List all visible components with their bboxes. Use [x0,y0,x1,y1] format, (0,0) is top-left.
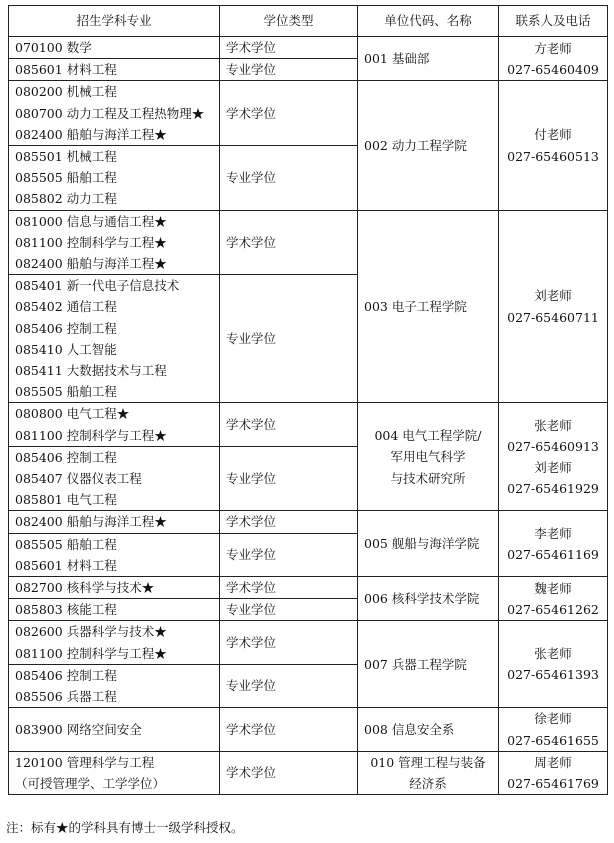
table-row [9,751,608,794]
degree-type-cell: 学术学位 [220,210,358,275]
contact-phone: 027-65460513 [507,148,599,164]
major-item: 070100 数学 [15,40,92,55]
unit-name-line: 军用电气科学 [390,449,466,465]
major-item: 081000 信息与通信工程★ [15,213,167,229]
major-item: 082400 船舶与海洋工程★ [15,126,167,142]
major-item: 080800 电气工程★ [15,406,130,422]
admissions-table [8,5,608,795]
contact-name: 刘老师 [534,459,572,475]
major-item: 085407 仪器仪表工程 [15,471,142,487]
degree-type-cell: 学术学位 [220,621,358,664]
major-item: 083900 网络空间安全 [15,721,142,737]
unit-cell [358,577,499,621]
major-item: 080700 动力工程及工程热物理★ [15,105,205,121]
header-row [9,6,608,37]
table-row [9,210,608,275]
major-item: 120100 管理科学与工程 [15,754,155,770]
major-item: 085410 人工智能 [15,341,117,357]
table-body [9,37,608,795]
major-cell [9,533,220,576]
contact-cell [499,577,608,621]
unit-cell [358,210,499,403]
unit-cell [358,751,499,794]
header-degree-type: 学位类型 [220,6,358,37]
degree-type-cell: 专业学位 [220,59,358,81]
degree-type-cell: 专业学位 [220,599,358,621]
contact-phone: 027-65460913 [507,438,599,454]
major-cell [9,577,220,599]
unit-cell [358,81,499,210]
major-item: 085505 船舶工程 [15,536,117,552]
degree-type-cell: 学术学位 [220,751,358,794]
contact-cell [499,403,608,511]
unit-cell [358,621,499,708]
major-item: （可授管理学、工学学位） [15,775,166,791]
header-contact: 联系人及电话 [499,6,608,37]
major-item: 085406 控制工程 [15,667,117,683]
table-row [9,37,608,59]
major-cell [9,751,220,794]
contact-name: 徐老师 [534,711,572,727]
major-item: 081100 控制科学与工程★ [15,427,167,443]
major-item: 085506 兵器工程 [15,689,117,705]
table-row [9,511,608,533]
degree-type-cell: 专业学位 [220,275,358,403]
unit-name-line: 001 基础部 [364,51,430,67]
unit-cell [358,403,499,511]
footnote: 注：标有★的学科具有博士一级学科授权。 [6,820,244,835]
major-item: 085601 材料工程 [15,557,117,573]
major-cell [9,210,220,275]
major-cell [9,708,220,751]
degree-type-cell: 学术学位 [220,403,358,446]
contact-phone: 027-65461393 [507,667,599,683]
table-row [9,81,608,146]
major-item: 085401 新一代电子信息技术 [15,278,180,294]
contact-cell [499,81,608,210]
contact-phone: 027-65461262 [507,601,599,617]
table-row [9,403,608,446]
major-item: 085802 动力工程 [15,191,117,207]
unit-name-line: 004 电气工程学院/ [374,428,482,444]
unit-cell [358,511,499,577]
major-item: 082600 兵器科学与技术★ [15,624,167,640]
contact-name: 方老师 [534,40,572,56]
contact-phone: 027-65461169 [507,546,599,562]
degree-type-cell: 学术学位 [220,511,358,533]
header-unit: 单位代码、名称 [358,6,499,37]
unit-cell [358,708,499,751]
contact-cell [499,621,608,708]
table-row [9,621,608,664]
major-cell [9,275,220,403]
contact-phone: 027-65460711 [507,309,599,325]
major-item: 082400 船舶与海洋工程★ [15,514,167,530]
unit-name-line: 007 兵器工程学院 [364,656,467,672]
contact-name: 付老师 [534,127,572,143]
degree-type-cell: 专业学位 [220,146,358,211]
unit-name-line: 与技术研究所 [390,470,466,486]
major-cell [9,146,220,211]
major-cell [9,621,220,664]
major-item: 085601 材料工程 [15,62,117,78]
degree-type-cell: 专业学位 [220,664,358,707]
major-item: 081100 控制科学与工程★ [15,645,167,661]
unit-name-line: 002 动力工程学院 [364,137,467,153]
contact-phone: 027-65460409 [507,61,599,77]
contact-name: 张老师 [534,646,572,662]
major-item: 085501 机械工程 [15,149,117,165]
major-item: 080200 机械工程 [15,84,117,100]
degree-type-cell: 学术学位 [220,577,358,599]
unit-cell [358,37,499,81]
contact-cell [499,511,608,577]
contact-phone: 027-65461655 [507,732,599,748]
major-cell [9,59,220,81]
degree-type-cell: 专业学位 [220,533,358,576]
contact-cell [499,210,608,403]
unit-name-line: 010 管理工程与装备 [370,754,486,770]
major-cell [9,81,220,146]
major-cell [9,446,220,511]
major-item: 085505 船舶工程 [15,170,117,186]
contact-name: 张老师 [534,417,572,433]
unit-name-line: 005 舰船与海洋学院 [364,536,480,552]
degree-type-cell: 学术学位 [220,81,358,146]
major-cell [9,599,220,621]
major-item: 085505 船舶工程 [15,384,117,400]
major-cell [9,511,220,533]
header-major: 招生学科专业 [9,6,220,37]
major-cell [9,403,220,446]
major-cell [9,37,220,59]
unit-name-line: 经济系 [409,775,447,791]
major-item: 081100 控制科学与工程★ [15,234,167,250]
degree-type-cell: 学术学位 [220,708,358,751]
contact-name: 刘老师 [534,288,572,304]
contact-cell [499,37,608,81]
major-item: 082700 核科学与技术★ [15,580,155,596]
major-item: 085402 通信工程 [15,299,117,315]
contact-phone: 027-65461769 [507,775,599,791]
table-row [9,577,608,599]
table-row [9,708,608,751]
contact-name: 李老师 [534,525,572,541]
major-item: 085406 控制工程 [15,320,117,336]
unit-name-line: 003 电子工程学院 [364,298,467,314]
degree-type-cell: 专业学位 [220,446,358,511]
major-item: 085411 大数据技术与工程 [15,363,167,379]
contact-name: 魏老师 [534,580,572,596]
contact-phone: 027-65461929 [507,481,599,497]
contact-name: 周老师 [534,754,572,770]
major-item: 085803 核能工程 [15,602,117,618]
major-item: 082400 船舶与海洋工程★ [15,256,167,272]
major-item: 085801 电气工程 [15,492,117,508]
unit-name-line: 008 信息安全系 [364,721,455,737]
contact-cell [499,708,608,751]
contact-cell [499,751,608,794]
degree-type-cell: 学术学位 [220,37,358,59]
unit-name-line: 006 核科学技术学院 [364,591,480,607]
major-item: 085406 控制工程 [15,449,117,465]
major-cell [9,664,220,707]
